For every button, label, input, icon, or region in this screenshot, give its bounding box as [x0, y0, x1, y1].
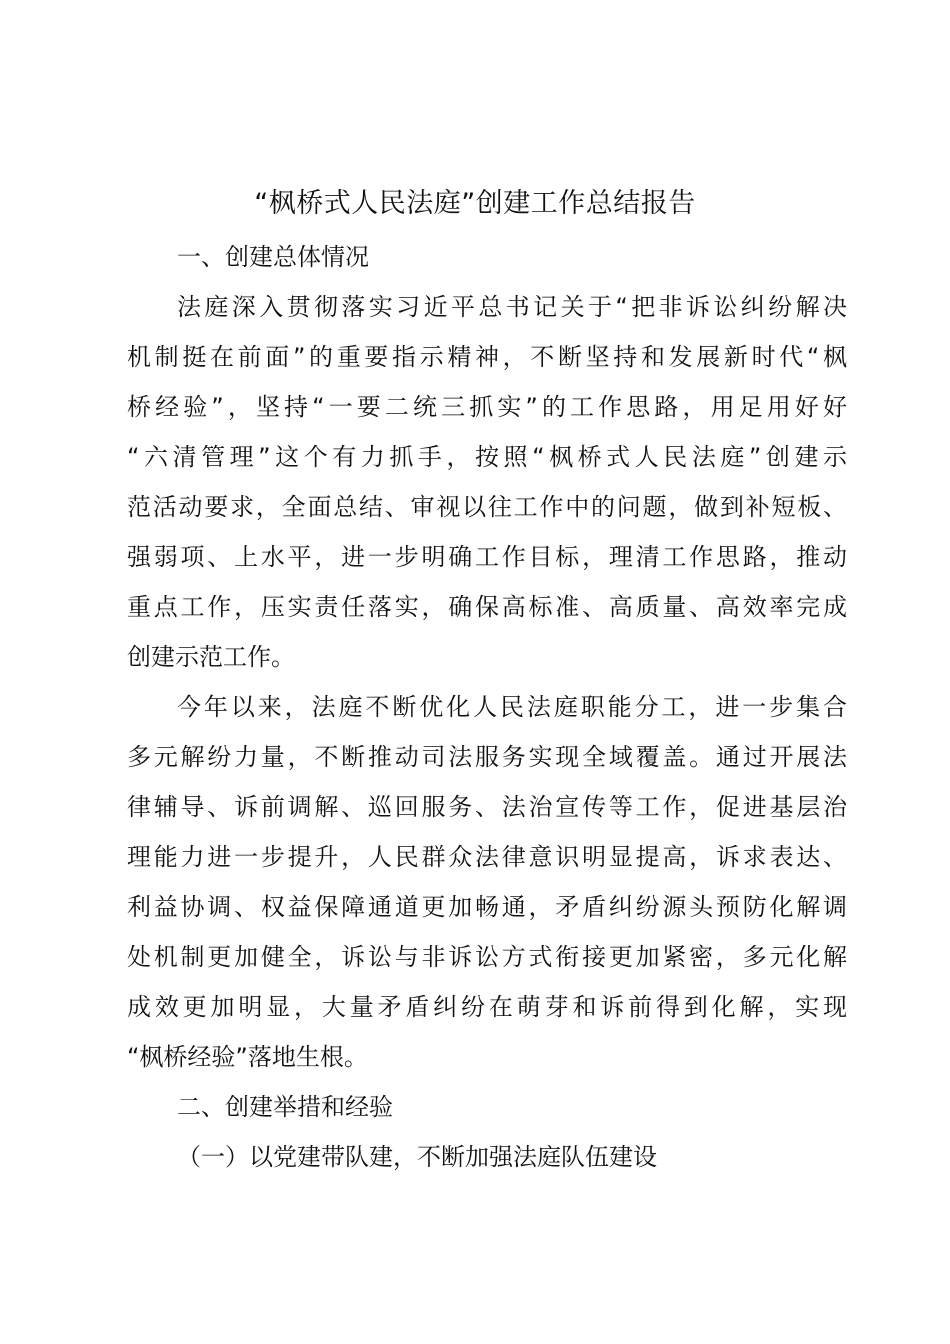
paragraph-line: 今年以来，法庭不断优化人民法庭职能分工，进一步集合: [177, 693, 847, 721]
paragraph-line: 理能力进一步提升，人民群众法律意识明显提高，诉求表达、: [127, 843, 847, 871]
paragraph-line: “六清管理”这个有力抓手，按照“枫桥式人民法庭”创建示: [127, 443, 847, 471]
paragraph-line: 创建示范工作。: [127, 643, 295, 671]
paragraph-line: 处机制更加健全，诉讼与非诉讼方式衔接更加紧密，多元化解: [127, 943, 847, 971]
document-title: “枫桥式人民法庭”创建工作总结报告: [254, 188, 696, 219]
subsection-heading-party-building: （一）以党建带队建，不断加强法庭队伍建设: [177, 1143, 657, 1171]
section-heading-measures: 二、创建举措和经验: [177, 1093, 393, 1121]
paragraph-line: 范活动要求，全面总结、审视以往工作中的问题，做到补短板、: [127, 493, 847, 521]
paragraph-line: 重点工作，压实责任落实，确保高标准、高质量、高效率完成: [127, 593, 847, 621]
paragraph-line: 多元解纷力量，不断推动司法服务实现全域覆盖。通过开展法: [127, 743, 847, 771]
paragraph-line: 强弱项、上水平，进一步明确工作目标，理清工作思路，推动: [127, 543, 847, 571]
paragraph-line: 机制挺在前面”的重要指示精神，不断坚持和发展新时代“枫: [127, 343, 847, 371]
paragraph-line: 成效更加明显，大量矛盾纠纷在萌芽和诉前得到化解，实现: [127, 993, 847, 1021]
section-heading-overview: 一、创建总体情况: [177, 243, 369, 271]
paragraph-line: 律辅导、诉前调解、巡回服务、法治宣传等工作，促进基层治: [127, 793, 847, 821]
paragraph-line: 利益协调、权益保障通道更加畅通，矛盾纠纷源头预防化解调: [127, 893, 847, 921]
paragraph-line: 桥经验”，坚持“一要二统三抓实”的工作思路，用足用好好: [127, 393, 847, 421]
paragraph-line: “枫桥经验”落地生根。: [127, 1043, 368, 1071]
paragraph-line: 法庭深入贯彻落实习近平总书记关于“把非诉讼纠纷解决: [177, 293, 847, 321]
